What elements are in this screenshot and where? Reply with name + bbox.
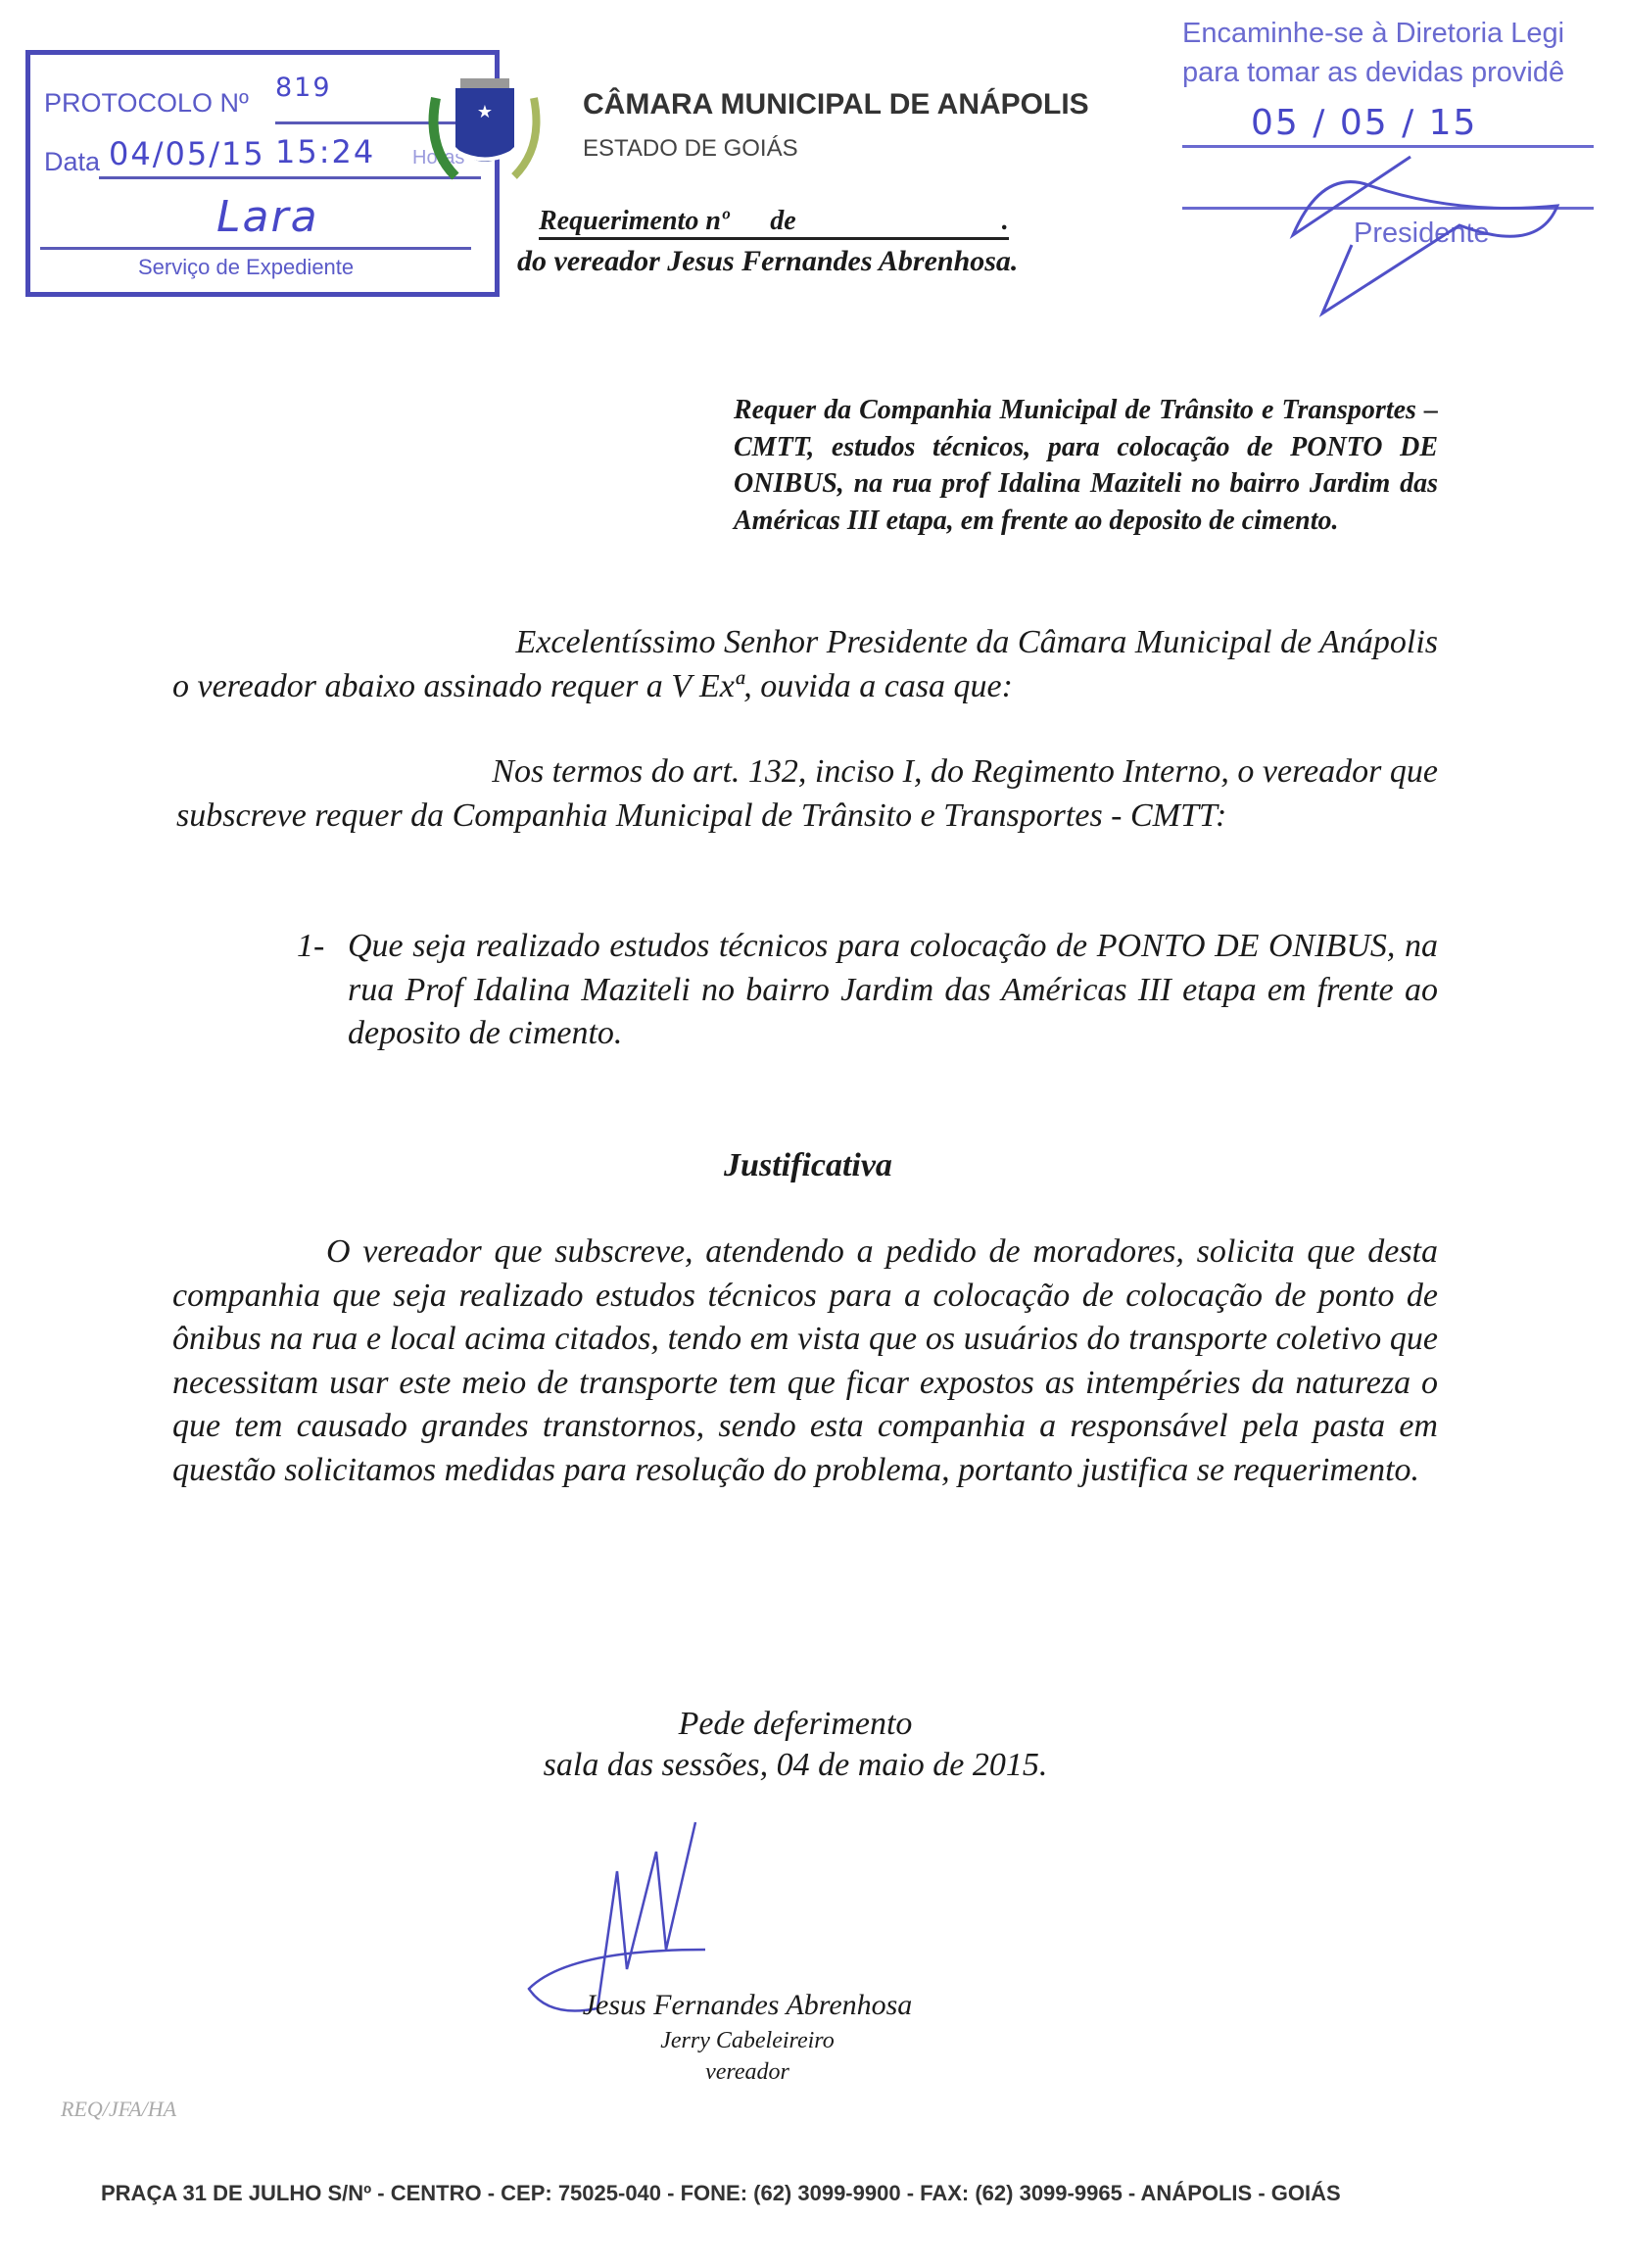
signatory-name: Jesus Fernandes Abrenhosa xyxy=(582,1989,913,2021)
reference-code: REQ/JFA/HA xyxy=(61,2097,177,2121)
terms-paragraph xyxy=(172,750,1438,838)
item-text: Que seja realizado estudos técnicos para colocação de PONTO DE ONIBUS, na rua Prof Idalina Maziteli no bairro Jardim das Américas III etapa em frente ao deposito de cimento. xyxy=(348,928,1438,1051)
president-signature-icon xyxy=(1264,127,1577,323)
author-line: do vereador Jesus Fernandes Abrenhosa. xyxy=(517,245,1019,277)
justification-heading: Justificativa xyxy=(724,1147,892,1183)
terms-line-1: Nos termos do art. 132, inciso I, do Regimento Interno, o vereador que xyxy=(492,753,1438,790)
signatory-role: vereador xyxy=(705,2059,789,2085)
time-value: 15:24 xyxy=(275,133,376,170)
handwritten-initials: Lara xyxy=(216,192,319,242)
salutation-line-2: o vereador abaixo assinado requer a V Exª, ouvida a casa que: xyxy=(172,667,1013,704)
protocol-number: 819 xyxy=(275,72,332,103)
footer-address: PRAÇA 31 DE JULHO S/Nº - CENTRO - CEP: 75025-040 - FONE: (62) 3099-9900 - FAX: (62) 3099-9965 - ANÁPOLIS - GOIÁS xyxy=(101,2181,1341,2205)
page-title: CÂMARA MUNICIPAL DE ANÁPOLIS xyxy=(583,88,1089,121)
hours-label: Horas xyxy=(412,147,465,169)
terms-line-2: subscreve requer da Companhia Municipal de Trânsito e Transportes - CMTT: xyxy=(176,796,1227,834)
date-value: 04/05/15 xyxy=(109,135,265,172)
protocol-label: PROTOCOLO Nº xyxy=(44,88,249,118)
city-emblem-icon xyxy=(416,59,553,196)
closing: Pede deferimento xyxy=(678,1706,913,1742)
svg-text:★: ★ xyxy=(476,102,494,121)
salutation-line-1: Excelentíssimo Senhor Presidente da Câmara Municipal de Anápolis xyxy=(515,624,1438,660)
stamp-line-1: Encaminhe-se à Diretoria Legi xyxy=(1182,18,1565,49)
date-label: Data xyxy=(44,147,101,176)
signatory-nickname: Jerry Cabeleireiro xyxy=(660,2028,835,2053)
expediente-label: Serviço de Expediente xyxy=(138,255,355,279)
request-summary: Requer da Companhia Municipal de Trânsito e Transportes – CMTT, estudos técnicos, para colocação de PONTO DE ONIBUS, na rua prof Idalina Maziteli no bairro Jardim das Américas III etapa, em frente ao deposito de cimento. xyxy=(734,395,1438,536)
stamp-president-label: Presidente xyxy=(1182,207,1594,253)
salutation xyxy=(172,621,1438,708)
item-number: 1- xyxy=(297,928,325,964)
stamp-line-2: para tomar as devidas providê xyxy=(1182,57,1565,88)
stamp-date: 05 / 05 / 15 xyxy=(1251,103,1478,143)
requerimento-heading: Requerimento nº de . xyxy=(539,206,1009,240)
place-date: sala das sessões, 04 de maio de 2015. xyxy=(543,1747,1048,1783)
page-subtitle: ESTADO DE GOIÁS xyxy=(583,135,798,162)
justification-text: O vereador que subscreve, atendendo a pedido de moradores, solicita que desta companhia que seja realizado estudos técnicos para a colocação de colocação de ponto de ônibus na rua e local acima citados, tendo em vista que os usuários do transporte coletivo que necessitam usar este meio de transporte tem que ficar expostos as intempéries da natureza o que tem causado grandes transtornos, sendo esta companhia a responsável pela pasta em questão solicitamos medidas para resolução do problema, portanto justifica se requerimento. xyxy=(172,1233,1438,1488)
